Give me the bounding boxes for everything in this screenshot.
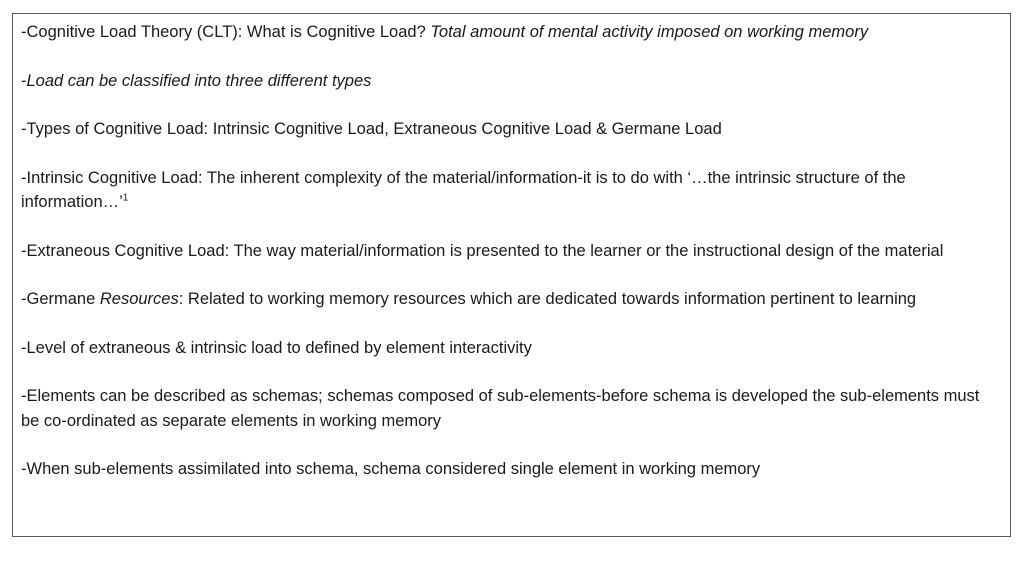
paragraph-clt-definition: [21, 20, 1002, 44]
extraneous-load-text: -Extraneous Cognitive Load: The way material/information is presented to the learner or the instructional design of the material: [21, 241, 944, 260]
intrinsic-load-text: -Intrinsic Cognitive Load: The inherent complexity of the material/information-it is to do with ‘…the intrinsic structure of the information…’: [21, 168, 906, 212]
footnote-marker: 1: [122, 192, 129, 204]
schema-assimilation-text: -When sub-elements assimilated into schema, schema considered single element in working memory: [21, 460, 761, 479]
element-interactivity-text: -Level of extraneous & intrinsic load to defined by element interactivity: [21, 338, 532, 357]
clt-definition-italic: Total amount of mental activity imposed on working memory: [430, 23, 869, 41]
types-of-load-text: -Types of Cognitive Load: Intrinsic Cognitive Load, Extraneous Cognitive Load & Germane Load: [21, 120, 722, 139]
dash: -: [21, 71, 27, 90]
paragraph-types-of-load: [21, 117, 1002, 141]
paragraph-extraneous-load: [21, 239, 1002, 263]
schemas-text: -Elements can be described as schemas; schemas composed of sub-elements-before schema is developed the sub-elements must be co-ordinated as separate elements in working memory: [21, 387, 980, 430]
germane-resources-italic: Resources: [99, 290, 179, 309]
paragraph-element-interactivity: [21, 336, 1002, 360]
paragraph-load-classification: [21, 69, 1002, 93]
germane-prefix: -Germane: [21, 290, 100, 309]
paragraph-schema-assimilation: [21, 457, 1002, 481]
content-text-box: [12, 13, 1011, 537]
paragraph-germane-resources: [21, 287, 1002, 311]
paragraph-intrinsic-load: [21, 166, 1002, 215]
load-classification-italic: Load can be classified into three different types: [26, 71, 372, 90]
clt-question: -Cognitive Load Theory (CLT): What is Cognitive Load?: [21, 23, 431, 41]
paragraph-schemas: [21, 384, 1002, 433]
germane-description: : Related to working memory resources which are dedicated towards information pertinent to learning: [178, 290, 917, 309]
